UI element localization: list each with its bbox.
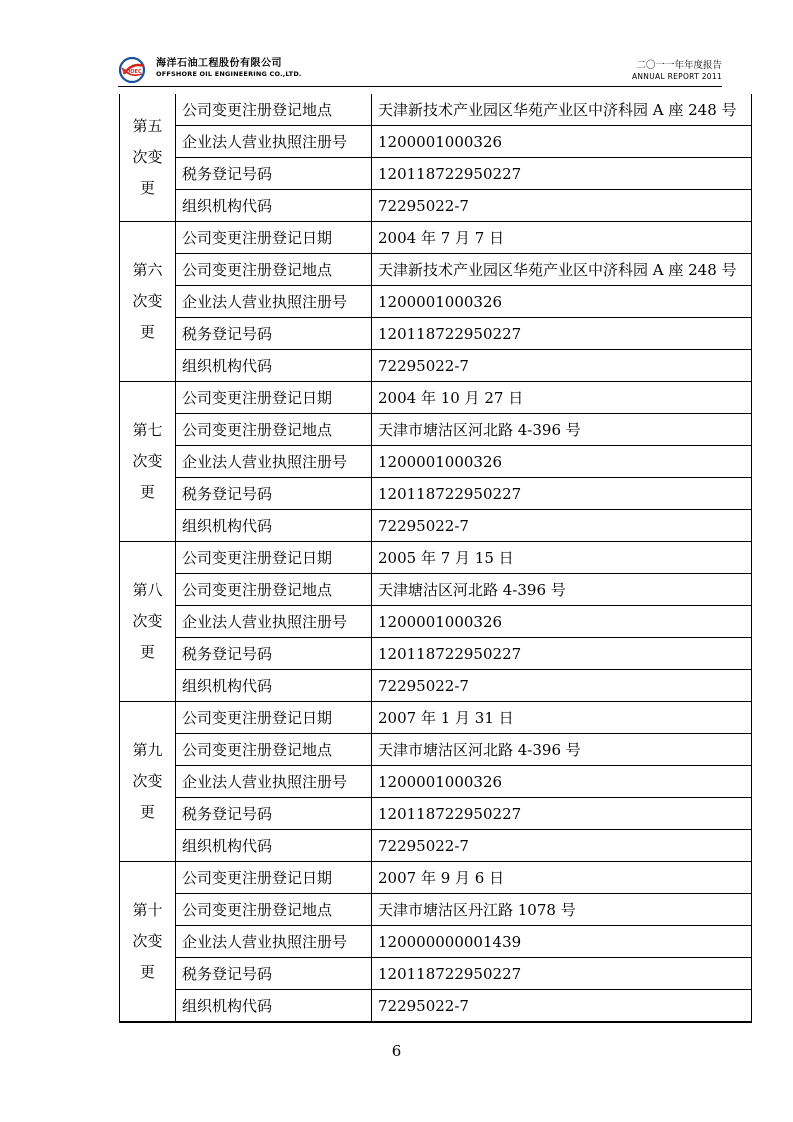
field-value-cell: 120000000001439 (372, 926, 752, 958)
change-group-label-line: 次变 (132, 772, 163, 790)
change-group-label-line: 次变 (132, 452, 163, 470)
field-name-cell: 组织机构代码 (176, 990, 372, 1023)
field-value-cell: 2004 年 7 月 7 日 (372, 222, 752, 254)
field-name-cell: 税务登记号码 (176, 158, 372, 190)
field-name-cell: 税务登记号码 (176, 958, 372, 990)
field-value-cell: 天津市塘沽区丹江路 1078 号 (372, 894, 752, 926)
table-row (120, 254, 752, 286)
field-value-cell: 120118722950227 (372, 638, 752, 670)
change-group-label-line: 第十 (132, 901, 163, 919)
field-value-cell: 120118722950227 (372, 318, 752, 350)
table-row (120, 318, 752, 350)
field-name-cell: 税务登记号码 (176, 798, 372, 830)
field-name-cell: 组织机构代码 (176, 190, 372, 222)
table-row (120, 830, 752, 862)
table-row (120, 798, 752, 830)
change-group-label-line: 更 (139, 483, 155, 501)
field-name-cell: 公司变更注册登记日期 (176, 382, 372, 414)
report-title-cn: 二〇一一年年度报告 (636, 60, 722, 71)
change-group-label-line: 次变 (132, 292, 163, 310)
table-row (120, 702, 752, 734)
field-value-cell: 72295022-7 (372, 510, 752, 542)
change-group-label-line: 更 (139, 179, 155, 197)
field-value-cell: 72295022-7 (372, 190, 752, 222)
company-name-en: OFFSHORE OIL ENGINEERING CO.,LTD. (156, 70, 302, 78)
header-divider (118, 86, 722, 87)
field-name-cell: 公司变更注册登记地点 (176, 574, 372, 606)
field-value-cell: 120118722950227 (372, 478, 752, 510)
table-row (120, 638, 752, 670)
table-row (120, 222, 752, 254)
field-value-cell: 72295022-7 (372, 670, 752, 702)
field-name-cell: 公司变更注册登记日期 (176, 862, 372, 894)
change-group-label (120, 222, 176, 382)
field-name-cell: 公司变更注册登记地点 (176, 254, 372, 286)
change-group-label-line: 第九 (132, 741, 163, 759)
field-value-cell: 120118722950227 (372, 958, 752, 990)
table-row (120, 350, 752, 382)
field-value-cell: 2007 年 1 月 31 日 (372, 702, 752, 734)
change-group-label-line: 更 (139, 323, 155, 341)
company-name (156, 58, 302, 79)
table-row (120, 894, 752, 926)
table-row (120, 670, 752, 702)
field-name-cell: 企业法人营业执照注册号 (176, 926, 372, 958)
table-row (120, 158, 752, 190)
change-group-label-line: 第八 (132, 581, 163, 599)
change-group-label-line: 更 (139, 643, 155, 661)
registration-changes-table (119, 94, 752, 1023)
field-name-cell: 企业法人营业执照注册号 (176, 446, 372, 478)
table-row (120, 190, 752, 222)
field-name-cell: 公司变更注册登记日期 (176, 702, 372, 734)
field-value-cell: 2004 年 10 月 27 日 (372, 382, 752, 414)
change-group-label-line: 第五 (132, 117, 163, 135)
change-group-label-line: 第六 (132, 261, 163, 279)
change-group-label-line: 第七 (132, 421, 163, 439)
table-row (120, 926, 752, 958)
table-row (120, 734, 752, 766)
change-group-label (120, 702, 176, 862)
page-number: 6 (391, 1042, 402, 1060)
field-value-cell: 1200001000326 (372, 126, 752, 158)
logo-text: COOEC (122, 69, 142, 75)
table-row (120, 766, 752, 798)
table-row (120, 606, 752, 638)
page-header (118, 56, 722, 86)
field-value-cell: 1200001000326 (372, 606, 752, 638)
field-value-cell: 1200001000326 (372, 766, 752, 798)
table-row (120, 478, 752, 510)
company-name-cn: 海洋石油工程股份有限公司 (156, 58, 282, 69)
change-group-label-line: 次变 (132, 932, 163, 950)
table-row (120, 446, 752, 478)
change-group-label (120, 94, 176, 222)
table-row (120, 958, 752, 990)
field-name-cell: 企业法人营业执照注册号 (176, 766, 372, 798)
field-name-cell: 企业法人营业执照注册号 (176, 286, 372, 318)
field-value-cell: 1200001000326 (372, 286, 752, 318)
table-row (120, 286, 752, 318)
report-title-en: ANNUAL REPORT 2011 (631, 72, 722, 81)
field-name-cell: 公司变更注册登记地点 (176, 414, 372, 446)
company-logo-icon (118, 56, 152, 84)
field-value-cell: 2007 年 9 月 6 日 (372, 862, 752, 894)
table-row (120, 510, 752, 542)
change-group-label (120, 862, 176, 1023)
table-row (120, 574, 752, 606)
field-value-cell: 天津新技术产业园区华苑产业区中济科园 A 座 248 号 (372, 94, 752, 126)
field-value-cell: 天津塘沽区河北路 4-396 号 (372, 574, 752, 606)
table-row (120, 542, 752, 574)
field-name-cell: 组织机构代码 (176, 510, 372, 542)
table-row (120, 414, 752, 446)
field-name-cell: 企业法人营业执照注册号 (176, 126, 372, 158)
field-value-cell: 72295022-7 (372, 350, 752, 382)
field-value-cell: 天津新技术产业园区华苑产业区中济科园 A 座 248 号 (372, 254, 752, 286)
field-value-cell: 72295022-7 (372, 990, 752, 1023)
table-row (120, 862, 752, 894)
table-row (120, 94, 752, 126)
change-group-label (120, 542, 176, 702)
field-name-cell: 税务登记号码 (176, 318, 372, 350)
change-group-label-line: 更 (139, 803, 155, 821)
field-name-cell: 税务登记号码 (176, 638, 372, 670)
change-group-label-line: 次变 (132, 148, 163, 166)
field-value-cell: 120118722950227 (372, 798, 752, 830)
field-name-cell: 税务登记号码 (176, 478, 372, 510)
report-title (632, 60, 722, 82)
field-name-cell: 组织机构代码 (176, 670, 372, 702)
field-name-cell: 公司变更注册登记日期 (176, 222, 372, 254)
change-group-label (120, 382, 176, 542)
field-value-cell: 天津市塘沽区河北路 4-396 号 (372, 414, 752, 446)
field-name-cell: 公司变更注册登记地点 (176, 734, 372, 766)
field-value-cell: 120118722950227 (372, 158, 752, 190)
table-row (120, 126, 752, 158)
table-row (120, 990, 752, 1023)
field-value-cell: 2005 年 7 月 15 日 (372, 542, 752, 574)
field-value-cell: 天津市塘沽区河北路 4-396 号 (372, 734, 752, 766)
change-group-label-line: 更 (139, 963, 155, 981)
field-name-cell: 公司变更注册登记日期 (176, 542, 372, 574)
field-name-cell: 企业法人营业执照注册号 (176, 606, 372, 638)
field-name-cell: 组织机构代码 (176, 830, 372, 862)
field-value-cell: 1200001000326 (372, 446, 752, 478)
table-row (120, 382, 752, 414)
field-name-cell: 组织机构代码 (176, 350, 372, 382)
field-value-cell: 72295022-7 (372, 830, 752, 862)
change-group-label-line: 次变 (132, 612, 163, 630)
field-name-cell: 公司变更注册登记地点 (176, 894, 372, 926)
field-name-cell: 公司变更注册登记地点 (176, 94, 372, 126)
